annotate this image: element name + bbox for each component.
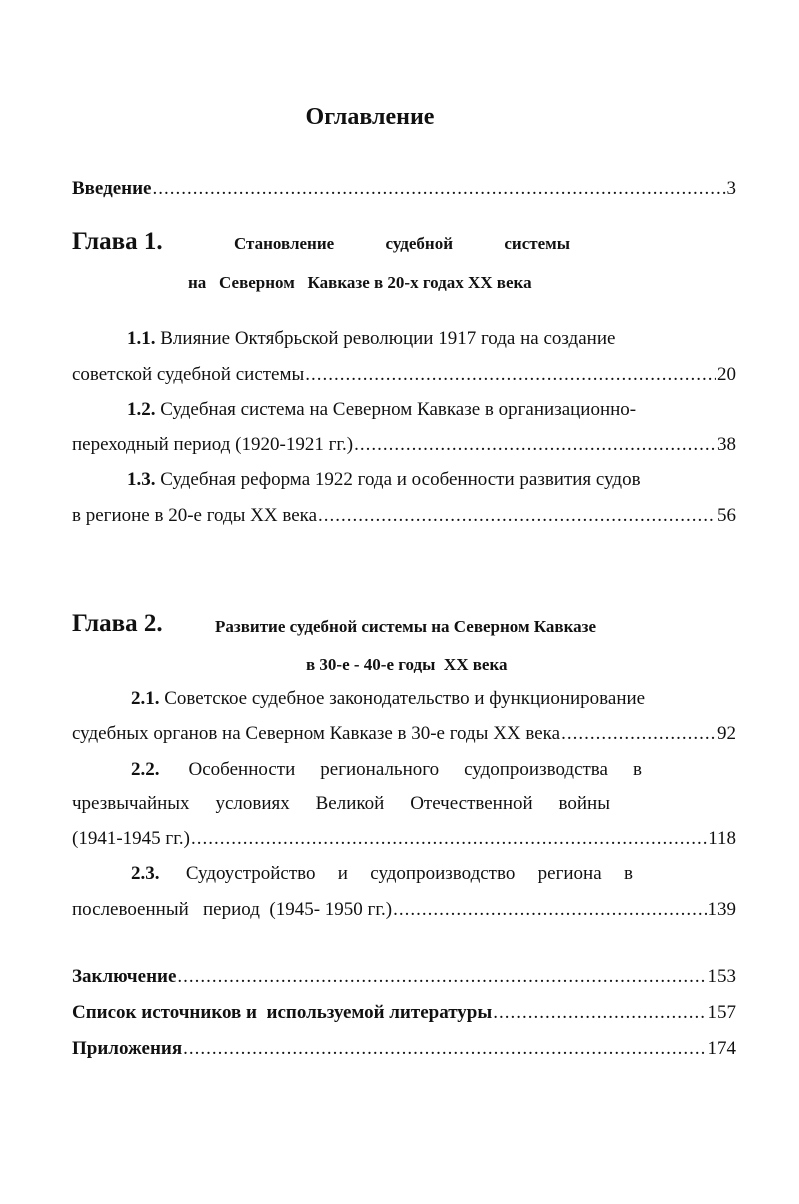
toc-entry-label: в регионе в 20-е годы XX века xyxy=(72,505,318,526)
toc-page-number: 20 xyxy=(717,364,736,385)
section-title-word: и xyxy=(337,863,348,884)
page-title: Оглавление xyxy=(305,104,435,130)
section-title-word: региона xyxy=(537,863,602,884)
toc-page-number: 56 xyxy=(717,505,736,526)
section-2-3-line-1 xyxy=(131,863,633,885)
toc-entry-label: Список источников и используемой литературы xyxy=(72,1002,493,1023)
section-number: 2.3. xyxy=(131,863,160,884)
toc-page-number: 153 xyxy=(707,966,736,987)
chapter-1-title-word: судебной xyxy=(385,234,454,253)
toc-entry-label: Приложения xyxy=(72,1038,183,1059)
toc-entry-label: Заключение xyxy=(72,966,177,987)
section-title: Советское судебное законодательство и функционирование xyxy=(164,688,646,709)
toc-page-number: 118 xyxy=(708,828,736,849)
dot-leader xyxy=(493,1002,706,1024)
dot-leader xyxy=(354,434,716,456)
toc-entry-appendix[interactable] xyxy=(72,1038,736,1060)
toc-entry-1-2[interactable] xyxy=(72,434,736,456)
section-number: 1.1. xyxy=(127,328,156,349)
toc-entry-label: советской судебной системы xyxy=(72,364,305,385)
toc-entry-2-3[interactable] xyxy=(72,899,736,921)
dot-leader xyxy=(191,828,707,850)
toc-page-number: 38 xyxy=(717,434,736,455)
chapter-1-title-word: Становление xyxy=(234,234,335,253)
section-number: 2.1. xyxy=(131,688,160,709)
chapter-1-heading: Глава 1. xyxy=(72,228,163,255)
section-title: Судебная система на Северном Кавказе в организационно- xyxy=(160,399,637,420)
toc-entry-label: послевоенный период (1945- 1950 гг.) xyxy=(72,899,393,920)
section-title-word: Отечественной xyxy=(410,793,533,814)
toc-entry-label: (1941-1945 гг.) xyxy=(72,828,190,849)
toc-entry-label: переходный период (1920-1921 гг.) xyxy=(72,434,354,455)
chapter-2-heading: Глава 2. xyxy=(72,610,163,637)
chapter-1-title-word: системы xyxy=(504,234,570,253)
section-title-word: войны xyxy=(558,793,610,814)
toc-page-number: 157 xyxy=(707,1002,736,1023)
toc-page-number: 3 xyxy=(726,178,736,199)
toc-entry-conclusion[interactable] xyxy=(72,966,736,988)
section-title-word: чрезвычайных xyxy=(72,793,190,814)
section-1-3-line-1 xyxy=(127,469,641,491)
section-2-1-line-1 xyxy=(131,688,645,710)
dot-leader xyxy=(153,178,726,200)
section-title-word: судопроизводства xyxy=(464,759,608,780)
section-title: Влияние Октябрьской революции 1917 года на создание xyxy=(160,328,616,349)
section-title-word: в xyxy=(623,863,633,884)
dot-leader xyxy=(561,723,716,745)
section-title: Судебная реформа 1922 года и особенности развития судов xyxy=(160,469,641,490)
chapter-1-title-line-2: на Северном Кавказе в 20-х годах XX века xyxy=(188,273,532,292)
section-2-2-line-1 xyxy=(131,759,642,781)
section-1-1-line-1 xyxy=(127,328,615,350)
chapter-2-title-line-1: Развитие судебной системы на Северном Кавказе xyxy=(215,617,597,636)
chapter-1-title-line-1 xyxy=(234,234,570,254)
section-title-word: регионального xyxy=(320,759,440,780)
section-number: 1.2. xyxy=(127,399,156,420)
dot-leader xyxy=(318,505,716,527)
dot-leader xyxy=(183,1038,706,1060)
section-number: 1.3. xyxy=(127,469,156,490)
section-title-word: в xyxy=(633,759,642,780)
toc-entry-2-2[interactable] xyxy=(72,828,736,850)
section-title-word: условиях xyxy=(215,793,290,814)
toc-page-number: 174 xyxy=(707,1038,736,1059)
toc-entry-label: судебных органов на Северном Кавказе в 30-е годы XX века xyxy=(72,723,561,744)
section-title-word: Великой xyxy=(315,793,385,814)
toc-entry-1-1[interactable] xyxy=(72,364,736,386)
toc-entry-label: Введение xyxy=(72,178,152,199)
dot-leader xyxy=(177,966,706,988)
section-title-word: Судоустройство xyxy=(185,863,316,884)
section-title-word: судопроизводство xyxy=(370,863,516,884)
section-2-2-line-2 xyxy=(72,793,610,815)
toc-entry-1-3[interactable] xyxy=(72,505,736,527)
section-title-word: Особенности xyxy=(188,759,296,780)
toc-entry-2-1[interactable] xyxy=(72,723,736,745)
toc-entry-intro[interactable] xyxy=(72,178,736,200)
toc-entry-sources[interactable] xyxy=(72,1002,736,1024)
dot-leader xyxy=(305,364,716,386)
dot-leader xyxy=(393,899,706,921)
section-1-2-line-1 xyxy=(127,399,636,421)
chapter-2-title-line-2: в 30-е - 40-е годы XX века xyxy=(306,655,508,674)
toc-page-number: 139 xyxy=(707,899,736,920)
toc-page-number: 92 xyxy=(717,723,736,744)
section-number: 2.2. xyxy=(131,759,160,780)
